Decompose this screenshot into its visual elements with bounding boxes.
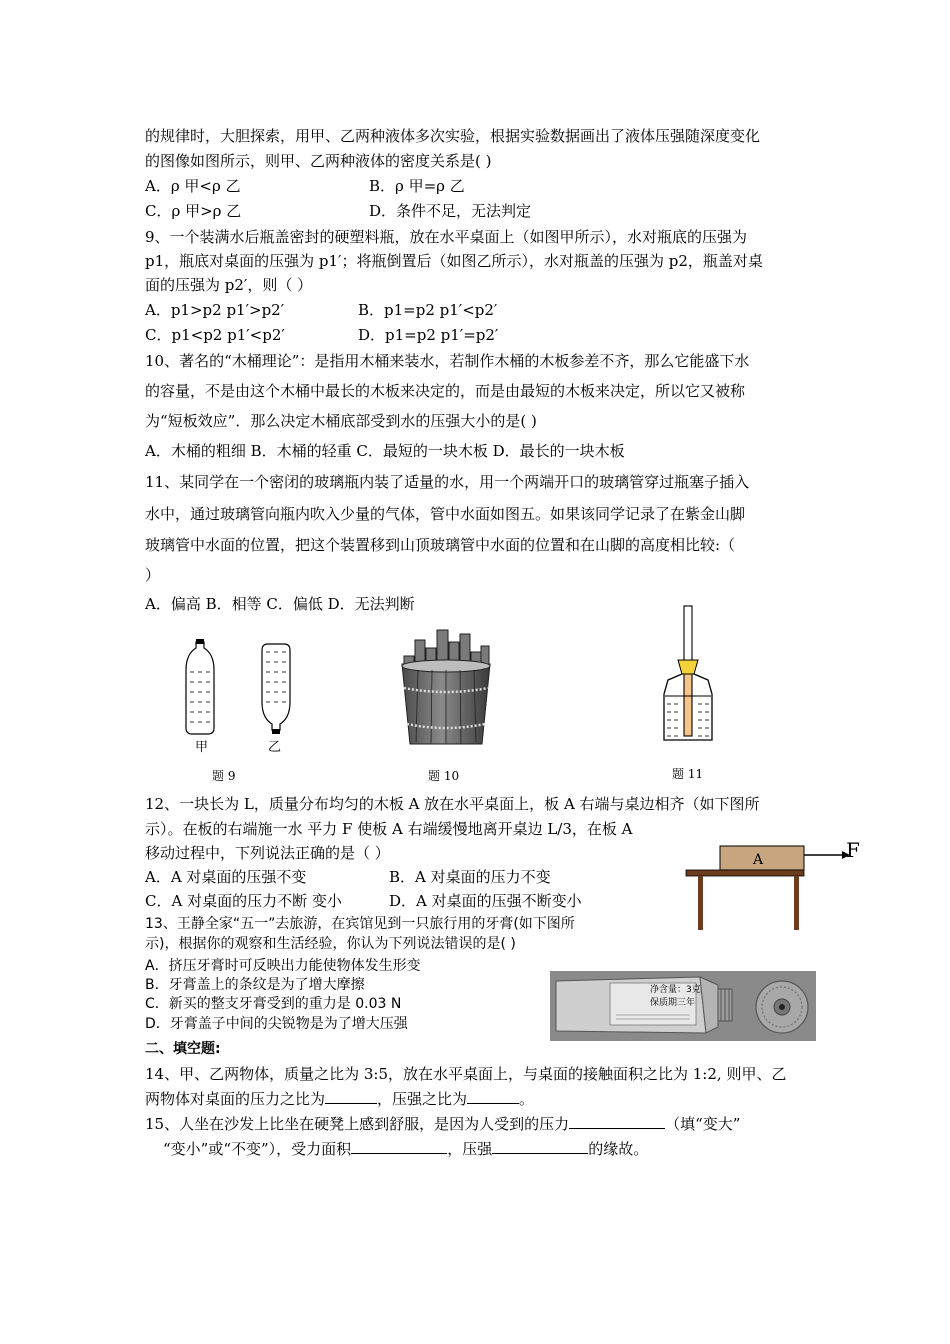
tube-net-content: 净含量：3克 <box>650 985 701 995</box>
q15-line-1 <box>145 1112 740 1134</box>
q9-line-1: 9、一个装满水后瓶盖密封的硬塑料瓶，放在水平桌面上（如图甲所示），水对瓶底的压强为 <box>145 228 748 246</box>
q15-pressure-blank[interactable] <box>492 1137 588 1154</box>
q11-options: A．偏高 B．相等 C．偏低 D．无法判断 <box>145 595 415 613</box>
figure-12-board-table <box>684 836 864 930</box>
q9-option-c: C．p1<p2 p1′<p2′ <box>145 326 285 344</box>
q14-pressure-ratio-blank[interactable] <box>467 1087 519 1104</box>
q8-option-d: D．条件不足，无法判定 <box>369 202 532 220</box>
figure-10-bucket <box>398 626 494 748</box>
q9-line-2: p1，瓶底对桌面的压强为 p1′；将瓶倒置后（如图乙所示），水对瓶盖的压强为 p2，瓶盖对桌 <box>145 252 763 270</box>
q11-line-2: 水中，通过玻璃管向瓶内吹入少量的气体，管中水面如图五。如果该同学记录了在紫金山脚 <box>145 505 746 523</box>
q15-area-blank[interactable] <box>351 1137 447 1154</box>
figure-9-caption: 题 9 <box>212 769 236 783</box>
q10-line-3: 为“短板效应”．那么决定木桶底部受到水的压强大小的是( ) <box>145 412 537 430</box>
table-leg-left-icon <box>698 876 703 930</box>
stopper-icon <box>678 660 698 674</box>
q15-hint: （填“变大” <box>665 1115 741 1133</box>
glass-tube-upper-icon <box>684 606 692 666</box>
q13-line-1: 13、王静全家“五一”去旅游，在宾馆见到一只旅行用的牙膏(如下图所 <box>145 916 575 932</box>
q14-line-2 <box>145 1087 534 1109</box>
q8-line-2: 的图像如图所示，则甲、乙两种液体的密度关系是( ) <box>145 152 492 170</box>
q11-line-1: 11、某同学在一个密闭的玻璃瓶内装了适量的水，用一个两端开口的玻璃管穿过瓶塞子插入 <box>145 473 750 491</box>
q15-middle: ，压强 <box>447 1140 493 1158</box>
force-f-label: F <box>846 838 860 862</box>
q8-option-c: C．ρ 甲>ρ 乙 <box>145 202 242 220</box>
q9-option-b: B．p1=p2 p1′<p2′ <box>358 301 498 319</box>
tube-shelf-life: 保质期三年 <box>650 998 696 1008</box>
q8-option-b: B．ρ 甲=ρ 乙 <box>369 177 465 195</box>
q12-line-2: 示）。在板的右端施一水 平力 F 使板 A 右端缓慢地离开桌边 L/3，在板 A <box>145 820 633 838</box>
q10-line-2: 的容量，不是由这个木桶中最长的木板来决定的，而是由最短的木板来决定，所以它又被称 <box>145 382 746 400</box>
q8-option-a: A．ρ 甲<ρ 乙 <box>145 177 241 195</box>
q13-option-a: A．挤压牙膏时可反映出力能使物体发生形变 <box>145 958 421 974</box>
q15-prefix: 15、人坐在沙发上比坐在硬凳上感到舒服，是因为人受到的压力 <box>145 1115 570 1133</box>
q13-option-d: D．牙膏盖子中间的尖锐物是为了增大压强 <box>145 1016 408 1032</box>
figure-11-caption: 题 11 <box>672 767 704 781</box>
q14-prefix: 两物体对桌面的压力之比为 <box>145 1090 326 1108</box>
q12-line-1: 12、一块长为 L，质量分布均匀的木板 A 放在水平桌面上，板 A 右端与桌边相齐（如下图所 <box>145 795 760 813</box>
q11-line-3: 玻璃管中水面的位置，把这个装置移到山顶玻璃管中水面的位置和在山脚的高度相比较:（ <box>145 536 736 554</box>
toothpaste-photo <box>550 971 816 1041</box>
q14-force-ratio-blank[interactable] <box>325 1087 377 1104</box>
q9-line-3: 面的压强为 p2′，则（ ） <box>145 276 313 294</box>
q9-option-d: D．p1=p2 p1′=p2′ <box>358 326 499 344</box>
bottle-yi-label: 乙 <box>268 740 282 755</box>
q15-line-2 <box>163 1137 648 1159</box>
q14-middle: ，压强之比为 <box>377 1090 468 1108</box>
q12-option-a: A．A 对桌面的压强不变 <box>145 868 307 886</box>
q15-force-blank[interactable] <box>569 1112 665 1129</box>
q9-option-a: A．p1>p2 p1′>p2′ <box>145 301 285 319</box>
figure-11-apparatus <box>660 604 724 744</box>
q15-suffix: 的缘故。 <box>588 1140 649 1158</box>
table-leg-right-icon <box>794 876 799 930</box>
figure-10-caption: 题 10 <box>428 769 460 783</box>
q8-line-1: 的规律时，大胆探索，用甲、乙两种液体多次实验，根据实验数据画出了液体压强随深度变化 <box>145 127 761 145</box>
table-top-icon <box>686 870 804 876</box>
bottle-jia-label: 甲 <box>195 740 209 755</box>
q12-option-b: B．A 对桌面的压力不变 <box>389 868 551 886</box>
q12-line-3: 移动过程中，下列说法正确的是（ ） <box>145 844 390 862</box>
q15-hint-cont: “变小”或“不变”），受力面积 <box>163 1140 352 1158</box>
section-2-heading: 二、填空题: <box>145 1041 221 1057</box>
q10-line-1: 10、著名的“木桶理论”：是指用木桶来装水，若制作木桶的木板参差不齐，那么它能盛下水 <box>145 352 750 370</box>
q12-option-c: C．A 对桌面的压力不断 变小 <box>145 892 342 910</box>
q14-suffix: 。 <box>519 1090 535 1108</box>
board-a-label: A <box>753 852 764 868</box>
q13-line-2: 示)，根据你的观察和生活经验，你认为下列说法错误的是( ) <box>145 936 516 952</box>
q10-options: A．木桶的粗细 B．木桶的轻重 C．最短的一块木板 D．最长的一块木板 <box>145 442 625 460</box>
bottle-upright-icon <box>186 642 214 734</box>
q11-line-4: ） <box>145 566 161 584</box>
q14-line-1: 14、甲、乙两物体，质量之比为 3:5，放在水平桌面上，与桌面的接触面积之比为 1:2, 则甲、乙 <box>145 1065 787 1083</box>
q13-option-c: C．新买的整支牙膏受到的重力是 0.03 N <box>145 996 402 1012</box>
q12-option-d: D．A 对桌面的压强不断变小 <box>389 892 582 910</box>
bottle-inverted-icon <box>262 644 290 730</box>
q13-option-b: B．牙膏盖上的条纹是为了增大摩擦 <box>145 977 365 993</box>
glass-tube-water-icon <box>684 666 692 736</box>
